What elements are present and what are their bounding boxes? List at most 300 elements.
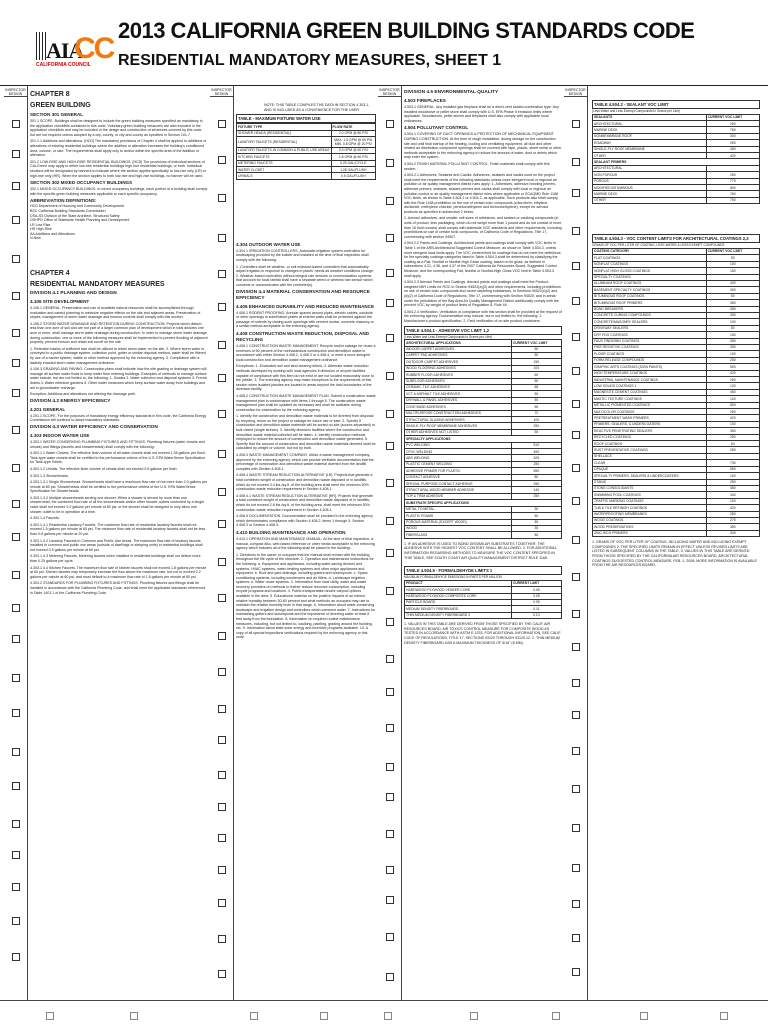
inspector-checkbox[interactable] [572,297,580,305]
inspector-checkbox[interactable] [386,763,394,771]
table-cell: WOOD [405,525,512,531]
table-cell: SPECIALTY COATINGS [593,274,707,280]
inspector-checkbox[interactable] [386,517,394,525]
para-4-410-1: 4.410.1 OPERATION AND MAINTENANCE MANUAL. At the time of final inspection, a manual, compact disc, web-based reference or other media acceptable to the enforcing agency which includes all of the following shall be placed in the building: [236,536,375,551]
table-cell: 50 [511,391,561,397]
inspector-checkbox[interactable] [12,533,20,541]
table-cell: MULTICOLOR COATINGS [593,409,707,415]
inspector-checkbox[interactable] [218,520,226,528]
table-cell: 250 [511,493,561,499]
table-cell: 150 [511,359,561,365]
inspector-checkbox[interactable] [572,400,580,408]
table-cell: 350 [706,338,759,344]
table-cell: 50 [706,255,759,261]
table-row [405,612,562,618]
inspector-checkbox[interactable] [386,197,394,205]
table-cell: RUBBER FLOOR ADHESIVES [405,372,512,378]
inspector-checkbox[interactable] [218,834,226,842]
inspector-checkbox[interactable] [572,431,580,439]
table-cell: 420 [706,153,759,159]
inspector-checkbox[interactable] [12,820,20,828]
para-301-1-1: 301.1.1 Additions and alterations. [HCD] The mandatory provisions of Chapter 4 shall be applied to additions or alterations of existing residential buildings where the addition or alteration increases the building's conditioned area, volume, or size. The requirements shall apply only to and/or within the specific area of the addition or alteration. [30,139,207,158]
inspector-checkbox[interactable] [386,120,394,128]
table-cell: 250 [706,140,759,146]
para-302-1: 302.1 MIXED OCCUPANCY BUILDINGS. In mixed occupancy buildings, each portion of a building shall comply with the specific green building measures applicable to each specific occupancy. [30,187,208,196]
footer-mark [130,1012,138,1020]
table-cell: 50 [511,513,561,519]
inspector-checkbox[interactable] [218,194,226,202]
table-cell: REACTIVE PENETRATING SEALERS [593,428,707,434]
table-cell: OTHER [593,197,707,203]
inspector-checkbox[interactable] [218,341,226,349]
formaldehyde-table [404,580,562,619]
division-4-3: DIVISION 4.3 WATER EFFICIENCY AND CONSERVATION [30,424,158,430]
table-cell: MAX. 1.5 GPM @ 60 PSI MIN. 0.8 GPM @ 20 PSI [331,137,375,148]
inspector-checkbox[interactable] [386,896,394,904]
table-cell: VCT & ASPHALT TILE ADHESIVES [405,391,512,397]
adhesive-table-sub: (Less Water and Less Exempt Compounds in Grams per Liter) [404,334,493,339]
table-cell: GRAPHIC ARTS COATINGS (SIGN PAINTS) [593,364,707,370]
table-cell: CONCRETE CURING COMPOUNDS [593,312,707,318]
inspector-checkbox[interactable] [386,618,394,626]
inspector-checkbox[interactable] [12,748,20,756]
inspector-checkbox[interactable] [218,488,226,496]
table-cell: CARPET PAD ADHESIVES [405,352,512,358]
table-cell: 400 [706,287,759,293]
inspector-checkbox[interactable] [218,771,226,779]
table-cell: BASEMENT SPECIALTY COATINGS [593,287,707,293]
inspector-checkbox[interactable] [218,899,226,907]
para-4-408-4: 4.408.4 WASTE STREAM REDUCTION ALTERNATIVE [LR]. Projects that generate a total combined weight of construction and demolition waste disposed of in landfills, which do not exceed 3.4 lbs./sq.ft. of the building area shall meet the minimum 50% construction waste reduction requirement in Section 4.408.1. [236,473,373,492]
inspector-checkbox[interactable] [386,269,394,277]
table-cell: BOND BREAKERS [593,306,707,312]
para-4-406-1: 4.406.1 RODENT PROOFING. Annular spaces around pipes, electric cables, conduits or other openings in sole/bottom plates at exterior walls shall be protected against the passage of rodents by closing such openings with cement mortar, concrete masonry or a similar method acceptable to the enforcing agency. [236,310,374,329]
inspector-checkbox[interactable] [218,668,226,676]
footer-mark [470,1012,478,1020]
abbreviation-list [30,204,208,241]
inspector-checkbox[interactable] [218,935,226,943]
inspector-checkbox[interactable] [12,464,20,472]
table-cell: 250 [706,434,759,440]
table-cell: MEDIUM DENSITY FIBERBOARD [405,606,512,612]
table-row [405,532,562,538]
section-4-504: 4.504 POLLUTANT CONTROL [404,125,469,131]
inspector-checkbox[interactable] [218,558,226,566]
column-3 [404,88,562,996]
para-4-408-3: 4.408.3 WASTE MANAGEMENT COMPANY. Utilize a waste management company, approved by the enforcing agency, which can provide verifiable documentation that the percentage of construction and demolition waste material diverted from the landfill complies with Section 4.408.1. [236,453,374,471]
table-cell: 0.11 [511,606,561,612]
inspector-checkbox[interactable] [218,156,226,164]
table-cell: SUBFLOOR ADHESIVES [405,378,512,384]
section-4-503: 4.503 FIREPLACES [404,98,446,103]
table-cell: 60 [511,372,561,378]
table-cell: 760 [706,191,759,197]
table-cell: 2.0 GPM @ 80 PSI [331,130,375,136]
table-cell: 350 [706,344,759,350]
table-cell: TRAFFIC MARKING COATINGS [593,498,707,504]
table-cell: 490 [511,449,561,455]
table-cell: FLAT COATINGS [593,255,707,261]
para-4-504-2-4: 4.504.2.4 Verification. Verification of compliance with this section shall be provided at the request of the enforcing agency. Documentation may include, but is not limited to, the following: 1. Manufacturer's product specification. 2. Field verification of on-site product containers. [404,309,562,323]
table-cell: 730 [706,460,759,466]
inspector-checkbox[interactable] [218,303,226,311]
table-cell: 250 [511,461,561,467]
table-cell: KITCHEN FAUCETS [237,154,332,160]
table-cell: 0.09 [511,599,561,605]
table-cell: 50 [706,325,759,331]
inspector-checkbox[interactable] [12,150,20,158]
table-cell: MAGNESITE CEMENT COATINGS [593,389,707,395]
logo-aia: AIA [46,38,84,63]
inspector-checkbox[interactable] [386,299,394,307]
sheet-header [0,0,768,86]
table-row [237,137,376,148]
inspector-checkbox[interactable] [386,479,394,487]
inspector-checkbox[interactable] [572,900,580,908]
table-cell: 550 [706,466,759,472]
para-301-2: 301.2 LOW-RISE AND HIGH-RISE RESIDENTIAL BUILDINGS. [HCD] The provisions of individual sections of CALGreen may apply to either low-rise residential buildings high-rise residential buildings, or both. Individual sections will be designated by banners to indicate where the section applies specifically to low-rise only (LR) or high-rise only (HR). When the section applies to both low-rise and high-rise buildings, no banner will be used. [30,159,206,178]
formaldehyde-table-title: TABLE 4.504.5 - FORMALDEHYDE LIMITS 1 [404,566,562,575]
table-cell: ARCHITECTURAL [593,165,707,171]
inspector-checkbox[interactable] [12,359,20,367]
section-302: SECTION 302 MIXED OCCUPANCY BUILDINGS [30,180,133,186]
table-cell: FIBERGLASS [405,532,512,538]
table-cell: 350 [706,312,759,318]
table-cell: DRYWALL & PANEL ADHESIVES [405,397,512,403]
table-cell: 400 [706,280,759,286]
logo-sub: CALIFORNIA COUNCIL [36,62,91,68]
inspector-checkbox[interactable] [572,497,580,505]
para-metering-faucets: 4.303.1.4.3 Metering Faucets. Metering faucets when installed in residential buildings shall not deliver more than 0.25 gallons per cycle. [30,554,201,563]
para-4-504-2-2: 4.504.2.2 Paints and Coatings. Architectural paints and coatings shall comply with VOC limits in Table 1 of the ARB Architectural Suggested Control Measure, as shown in Table 4.504.3, unless more stringent local limits apply. The VOC content limit for coatings that do not meet the definitions for the specialty coatings categories listed in Table 4.504.3 shall be determined by classifying the coating as a Flat, Nonflat or Nonflat-High Gloss coating, based on its gloss, as defined in subsections 4.21, 4.36, and 4.37 of the 2007 California Air Resources Board, Suggested Control Measure, and the corresponding Flat, Nonflat or Nonflat-High Gloss VOC limit in Table 4.504.3 shall apply. [404,241,561,278]
para-4-408-2: 4.408.2 CONSTRUCTION WASTE MANAGEMENT PLAN. Submit a construction waste management plan in conformance with Items 1 through 5. The construction waste management plan shall be updated as necessary and shall be available during construction for examination by the enforcing agency. [236,393,376,412]
table-cell: STRUCTURAL GLAZING ADHESIVES [405,417,512,423]
inspector-checkbox[interactable] [12,571,20,579]
logo-bars [36,32,46,60]
table-cell: LAVATORY FAUCETS IN COMMON & PUBLIC USE AREAS [238,148,330,153]
table-cell: WOOD COATINGS [593,517,707,523]
inspector-checkbox[interactable] [572,189,580,197]
inspector-checkbox[interactable] [218,705,226,713]
inspector-checkbox[interactable] [218,410,226,418]
table-cell: NON POROUS [593,172,707,178]
inspector-checkbox[interactable] [218,270,226,278]
inspector-checkbox[interactable] [572,120,580,128]
table-cell: 0.05 [511,587,561,593]
para-4-106-1: 4.106.1 GENERAL. Preservation and use of available natural resources shall be accomplished through evaluation and careful planning to minimize negative effects on the site and adjacent areas. Preservation of slopes, management of storm water drainage and erosion controls shall comply with this section. [30,306,201,320]
table-cell: CPVC WELDING [405,449,512,455]
footer-mark [552,1012,560,1020]
table-row [593,197,760,203]
para-4-106-2: 4.106.2 STORM WATER DRAINAGE AND RETENTION DURING CONSTRUCTION. Projects which disturb less than one acre of soil and are not part of a larger common plan of development which in total disturbs one acre or more, shall manage storm water drainage during construction. In order to manage storm water drainage during construction, one or more of the following measures shall be implemented to prevent flooding of adjacent property, prevent erosion and retain soil runoff on the site. [30,321,208,345]
table-cell: SHELLACS [593,453,707,459]
inspector-checkbox[interactable] [386,933,394,941]
table-cell: TUB & TILE REFINISH COATINGS [593,505,707,511]
table-cell: 100 [706,421,759,427]
table-cell: URINALS [237,173,332,179]
inspector-checkbox[interactable] [572,464,580,472]
table-cell: 325 [511,455,561,461]
table-cell: OPAQUE [593,466,707,472]
table-header-cell: PRODUCT [405,580,512,586]
table-cell: NONFLAT COATINGS [593,261,707,267]
inspector-checkbox[interactable] [386,442,394,450]
inspector-checkbox[interactable] [572,643,580,651]
inspector-checkbox[interactable] [12,953,20,961]
inspector-checkbox[interactable] [386,973,394,981]
para-water-closets: 4.303.1.1 Water Closets. The effective flush volume of all water closets shall not exceed 1.28 gallons per flush. Tank-type water closets shall be certified to the performance criteria of the U.S. EPA WaterSense Specification for Tank-type Toilets. [30,451,206,465]
table-cell: PLASTIC FOAMS [405,513,512,519]
table-cell: 30 [511,506,561,512]
table-cell: STAINS [593,479,707,485]
para-4-303-2: 4.303.2 STANDARDS FOR PLUMBING FIXTURES AND FITTINGS. Plumbing fixtures and fittings shall be installed in accordance with the California Plumbing Code, and shall meet the applicable standards referenced in Table 1401.1 of the California Plumbing Code. [30,581,206,595]
table-cell: 100 [706,396,759,402]
inspector-checkbox[interactable] [572,711,580,719]
inspector-checkbox[interactable] [12,255,20,263]
division-4-5: DIVISION 4.5 ENVIRONMENTAL QUALITY [404,90,499,95]
inspector-checkbox[interactable] [386,688,394,696]
table-cell: WATERPROOFING MEMBRANES [593,511,707,517]
para-4-408-1: 4.408.1 CONSTRUCTION WASTE MANAGEMENT. Recycle and/or salvage for reuse a minimum of 50 percent of the nonhazardous construction and demolition waste in accordance with either Section 4.408.2, 4.408.3 or 4.408.4, or meet a more stringent local construction and demolition waste management ordinance. [236,343,376,362]
inspector-checkbox[interactable] [12,216,20,224]
table-cell: OTHER [593,153,707,159]
table-header-cell: FLOW RATE [331,124,375,130]
abbreviation-item: N New [30,236,41,241]
table-cell: BITUMINOUS ROOF PRIMERS [593,300,707,306]
inspector-checkbox[interactable] [12,674,20,682]
inspector-checkbox[interactable] [386,159,394,167]
para-4-201-1: 4.201.1 SCOPE. For the purposes of mandatory energy efficiency standards in this code, the California Energy Commission will continue to adopt mandatory standards. [30,413,207,423]
para-showerheads: 4.303.1.3 Showerheads. [30,473,69,478]
table-note: NOTE: THIS TABLE COMPILES THE DATA IN SECTION 4.303.1, AND IS INCLUDED AS A CONVENIENCE FOR THE USER. [264,103,370,112]
table-cell: PARTICLE BOARD [405,599,512,605]
table-cell: 450 [706,485,759,491]
abbreviation-heading: ABBREVIATION DEFINITIONS: [30,198,97,204]
section-301: SECTION 301 GENERAL [30,112,84,117]
inspector-checkbox[interactable] [386,372,394,380]
table-cell: 150 [706,268,759,274]
section-4-408: 4.408 CONSTRUCTION WASTE REDUCTION, DISPOSAL AND RECYCLING [236,330,369,342]
division-4-4: DIVISION 4.4 MATERIAL CONSERVATION AND RESOURCE EFFICIENCY [236,289,370,301]
inspector-checkbox[interactable] [572,934,580,942]
para-4-504-1: 4.504.1 COVERING OF DUCT OPENINGS & PROTECTION OF MECHANICAL EQUIPMENT DURING CONSTRUCTION. At the time of rough installation, during storage on the construction site and until final startup of the heating, cooling and ventilating equipment, all duct and other related air distribution component openings shall be covered with tape, plastic, sheet metal or other methods acceptable to the enforcing agency to reduce the amount of water, dust or debris which may enter the system. [404,132,562,160]
inspector-checkbox[interactable] [572,824,580,832]
inspector-strip-3: INSPECTOR DESIGN [378,86,402,1000]
table-header-cell: CURRENT VOC LIMIT [706,248,759,254]
table-cell: PVC WELDING [405,442,512,448]
para-exception: Exception: Additions and alterations not altering the drainage path. [30,392,136,397]
table-cell: DRIVEWAY SEALERS [593,325,707,331]
inspector-checkbox[interactable] [12,709,20,717]
table-cell: MARINE DECK [593,127,707,133]
sealant-table-title: TABLE 4.504.2 - SEALANT VOC LIMIT [592,100,760,109]
footer-mark [640,1012,648,1020]
inspector-checkbox[interactable] [12,120,20,128]
inspector-checkbox[interactable] [572,747,580,755]
inspector-checkbox[interactable] [218,450,226,458]
inspector-checkbox[interactable] [386,549,394,557]
table-cell: 50 [511,352,561,358]
inspector-checkbox[interactable] [218,866,226,874]
para-single-showerhead: 4.303.1.3.1 Single Showerhead. Showerheads shall have a maximum flow rate of not more than 2.0 gallons per minute at 80 psi. Showerheads shall be certified to the performance criteria of the U.S. EPA WaterSense Specification for Showerheads. [30,480,208,494]
table-cell: 350 [706,428,759,434]
para-urinals: 4.303.1.2 Urinals. The effective flush volume of urinals shall not exceed 0.5 gallons per flush. [30,466,178,471]
table-cell: FAUX FINISHING COATINGS [593,338,707,344]
table-cell: ARCHITECTURAL [593,121,707,127]
inspector-checkbox[interactable] [572,679,580,687]
abbreviation-item: LR Low Rise [30,222,51,227]
inspector-checkbox[interactable] [386,234,394,242]
inspector-checkbox[interactable] [572,573,580,581]
table-cell: 250 [706,172,759,178]
section-4-304: 4.304 OUTDOOR WATER USE [236,241,301,247]
para-4-503-1: 4.503.1 GENERAL. Any installed gas fireplace shall be a direct-vent sealed-combustion type. Any installed woodstove or pellet stove shall comply with U.S. EPA Phase II emission limits where applicable. Woodstoves, pellet stoves and fireplaces shall also comply with applicable local ordinances. [404,105,559,123]
table-cell: 550 [511,468,561,474]
inspector-checkbox[interactable] [218,970,226,978]
abbreviation-item: DSA-SS Division of the State Architect, Structural Safety [30,213,120,218]
table-cell: 50 [511,519,561,525]
table-cell: 250 [706,377,759,383]
coatings-table-sub: GRAMS OF VOC PER LITER OF COATING, LESS WATER & LESS EXEMPT COMPOUNDS [592,243,725,248]
footer-mark [384,1012,392,1020]
table-cell: 50 [511,429,561,435]
inspector-checkbox[interactable] [218,632,226,640]
table-cell: 450 [706,146,759,152]
inspector-checkbox[interactable] [386,334,394,342]
inspector-checkbox[interactable] [12,329,20,337]
table-cell: STRUCTURAL WOOD MEMBER ADHESIVE [405,487,512,493]
inspector-checkbox[interactable] [12,851,20,859]
inspector-checkbox[interactable] [12,917,20,925]
table-cell: 120 [706,383,759,389]
table-cell: SINGLE-PLY ROOF MEMBRANE [593,146,707,152]
table-header-cell: CURRENT VOC LIMIT [706,114,759,120]
inspector-checkbox[interactable] [572,262,580,270]
table-cell: OTHER ADHESIVES NOT LISTED [405,429,512,435]
table-cell: ABS WELDING [405,455,512,461]
inspector-checkbox[interactable] [386,793,394,801]
table-cell: 300 [706,133,759,139]
inspector-checkbox[interactable] [572,333,580,341]
inspector-checkbox[interactable] [12,500,20,508]
section-4-410: 4.410 BUILDING MAINTENANCE AND OPERATION [236,529,346,535]
table-cell: 50 [511,346,561,352]
table-cell: MODIFIED BITUMINOUS [593,185,707,191]
table-cell: ALUMINUM ROOF COATINGS [593,280,707,286]
table-cell: 500 [706,364,759,370]
table-cell: STONE CONSOLIDANTS [593,485,707,491]
inspector-checkbox[interactable] [218,120,226,128]
inspector-checkbox[interactable] [12,389,20,397]
table-header-cell: SEALANTS [593,114,707,120]
adhesive-table-title: TABLE 4.504.1 - ADHESIVE VOC LIMIT 1,2 [404,326,562,335]
table-cell: FLOOR COATINGS [593,351,707,357]
table-cell: CONTACT ADHESIVE [405,474,512,480]
table-row [593,530,760,536]
inspector-checkbox[interactable] [572,785,580,793]
section-4-201: 4.201 GENERAL [30,406,66,412]
para-301-1: 301.1 SCOPE. Buildings shall be designed to include the green building measures specified as mandatory in the application checklists contained in this code. Voluntary green building measures are also included in the application checklists and may be included in the design and construction of structures covered by this code, but are not required unless adopted by a city, county, or city and county as specified in Section 101.7. [30,119,203,137]
inspector-checkbox[interactable] [386,410,394,418]
inspector-checkbox[interactable] [386,587,394,595]
table-header-cell: CURRENT VOC LIMIT [511,340,561,346]
abbreviation-item: HR High Rise [30,227,52,232]
table-cell: METERING FAUCETS [237,160,332,166]
inspector-checkbox[interactable] [386,830,394,838]
inspector-checkbox[interactable] [572,864,580,872]
table-cell: 1.8 GPM @ 60 PSI [331,154,375,160]
table-cell: 775 [706,178,759,184]
adhesive-table-note: 1. IF AN ADHESIVE IS USED TO BOND DISSIMILAR SUBSTRATES TOGETHER, THE ADHESIVE WITH THE HIGHEST VOC CONTENT SHALL BE ALLOWED. 2. FOR ADDITIONAL INFORMATION REGARDING METHODS TO MEASURE THE VOC CONTENT SPECIFIED IN THIS TABLE, SEE SOUTH COAST AIR QUALITY MANAGEMENT DISTRICT RULE 1168. [404,541,557,560]
para-4-304-1: 4.304.1 IRRIGATION CONTROLLERS. Automatic irrigation system controllers for landscaping provided by the builder and installed at the time of final inspection shall comply with the following: [236,248,369,263]
table-cell: 250 [511,481,561,487]
inspector-checkbox[interactable] [12,292,20,300]
inspector-checkbox[interactable] [386,655,394,663]
para-4-408-exceptions: Exceptions: 1. Excavated soil and land-clearing debris. 2. Alternate waste reduction methods developed by working with local agencies if diversion or recycle facilities capable of compliance with this item do not exist or are not located reasonably close to the jobsite. 3. The enforcing agency may make exceptions to the requirements of this section when isolated jobsites are located in areas beyond the haul boundaries of the diversion facility. [236,364,374,392]
table-cell: FORM-RELEASE COMPOUNDS [593,357,707,363]
section-4-406: 4.406 ENHANCED DURABILITY AND REDUCED MAINTENANCE [236,303,375,309]
inspector-checkbox[interactable] [12,604,20,612]
table-cell: 100 [706,261,759,267]
table-cell: PLASTIC CEMENT WELDING [405,461,512,467]
table-cell: SWIMMING POOL COATINGS [593,492,707,498]
inspector-checkbox[interactable] [572,968,580,976]
table-cell: 80 [511,474,561,480]
table-cell: 350 [706,524,759,530]
inspector-checkbox[interactable] [12,782,20,790]
coatings-table-note: 1. GRAMS OF VOC PER LITER OF COATING, INCLUDING WATER AND INCLUDING EXEMPT COMPOUNDS 2. THE SPECIFIED LIMITS REMAIN IN EFFECT UNLESS REVISED LIMITS ARE LISTED IN SUBSEQUENT COLUMNS IN THE TABLE. 3. VALUES IN THIS TABLE ARE DERIVED FROM THOSE SPECIFIED BY THE CALIFORNIA AIR RESOURCES BOARD, ARCHITECTURAL COATINGS SUGGESTED CONTROL MEASURE, FEB. 1, 2008. MORE INFORMATION IS AVAILABLE FROM THE AIR RESOURCES BOARD. [592,540,757,568]
inspector-checkbox[interactable] [218,594,226,602]
table-cell: 50 [706,293,759,299]
inspector-checkbox[interactable] [572,227,580,235]
table-cell: COVE BASE ADHESIVES [405,404,512,410]
para-4-408-4-1: 4.408.4.1 WASTE STREAM REDUCTION ALTERNATIVE [HR]. Projects that generate a total combined weight of construction and demolition waste disposed of in landfills, which do not exceed 2.6 lbs./sq.ft. of the building area, shall meet the minimum 50% construction waste reduction requirement in Section 4.408.1. [236,493,374,512]
footer-mark [720,1012,728,1020]
table-cell: 100 [511,365,561,371]
inspector-checkbox[interactable] [12,426,20,434]
table-cell: INDUSTRIAL MAINTENANCE COATINGS [593,377,707,383]
table-cell: LAVATORY FAUCETS (RESIDENTIAL) [237,137,332,148]
table-cell: 250 [706,121,759,127]
table-cell: 0.05 [511,593,561,599]
inspector-checkbox[interactable] [12,635,20,643]
inspector-checkbox[interactable] [218,736,226,744]
section-4-106: 4.106 SITE DEVELOPMENT [30,299,90,305]
inspector-checkbox[interactable] [572,536,580,544]
sealant-voc-table [592,114,760,205]
inspector-checkbox[interactable] [572,610,580,618]
fixture-table-title: TABLE - MAXIMUM FIXTURE WATER USE [236,114,376,123]
adhesive-voc-table [404,339,562,539]
inspector-checkbox[interactable] [12,182,20,190]
inspector-checkbox[interactable] [386,866,394,874]
table-subheader-cell: SUBSTRATE SPECIFIC APPLICATIONS [405,500,562,506]
inspector-checkbox[interactable] [572,367,580,375]
inspector-checkbox[interactable] [218,803,226,811]
inspector-checkbox[interactable] [218,234,226,242]
inspector-checkbox[interactable] [572,158,580,166]
column-2 [236,88,376,996]
logo-cc: CC [74,32,114,65]
table-cell: HARDWOOD PLYWOOD VENEER CORE [405,587,512,593]
inspector-strip-4: INSPECTOR DESIGN [564,86,588,1000]
footer-mark [46,1012,54,1020]
abbreviation-item: HCD Department of Housing and Community Development [30,204,125,209]
inspector-checkbox[interactable] [218,374,226,382]
inspector-checkbox[interactable] [386,724,394,732]
inspector-checkbox[interactable] [12,883,20,891]
table-cell: MASTIC TEXTURE COATINGS [593,396,707,402]
